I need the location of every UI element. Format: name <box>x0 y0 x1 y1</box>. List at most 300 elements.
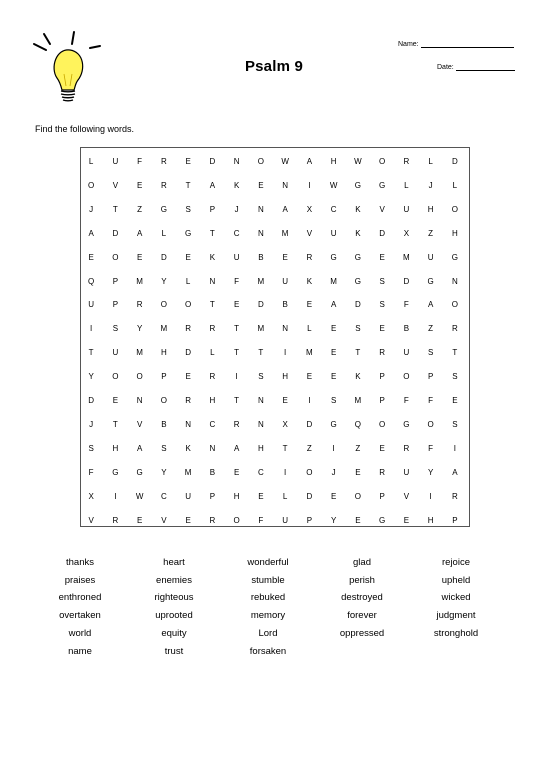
grid-cell[interactable]: N <box>209 443 216 453</box>
grid-cell[interactable]: P <box>209 491 216 501</box>
grid-cell[interactable]: K <box>185 443 191 453</box>
grid-cell[interactable]: N <box>136 396 143 405</box>
grid-cell[interactable]: T <box>209 300 215 310</box>
grid-cell[interactable]: J <box>234 204 239 214</box>
instructions: Find the following words. <box>35 124 135 134</box>
grid-cell[interactable]: T <box>112 419 118 429</box>
grid-cell[interactable]: O <box>112 252 119 262</box>
grid-cell[interactable]: E <box>258 491 264 501</box>
grid-cell[interactable]: X <box>306 204 313 214</box>
grid-cell[interactable]: I <box>332 443 335 453</box>
word-item: uprooted <box>155 610 193 622</box>
grid-cell[interactable]: C <box>209 419 216 429</box>
word-search-grid[interactable] <box>80 147 470 527</box>
grid-cell[interactable]: E <box>136 252 143 262</box>
grid-cell[interactable]: O <box>379 157 386 166</box>
grid-cell[interactable]: N <box>185 419 192 429</box>
grid-row <box>81 294 469 316</box>
grid-cell[interactable]: E <box>330 348 337 358</box>
grid-cell[interactable]: E <box>136 180 143 190</box>
grid-cell[interactable]: V <box>403 491 410 501</box>
word-item: forever <box>347 610 377 622</box>
grid-cell[interactable]: E <box>379 443 385 453</box>
grid-cell[interactable]: S <box>161 443 167 453</box>
grid-cell[interactable]: T <box>88 348 94 358</box>
grid-row <box>81 151 469 173</box>
grid-cell[interactable]: D <box>451 157 458 166</box>
word-item: wicked <box>441 592 471 604</box>
grid-cell[interactable]: U <box>88 300 95 310</box>
grid-cell[interactable]: T <box>234 348 240 358</box>
grid-cell[interactable]: G <box>403 419 410 429</box>
grid-cell[interactable]: D <box>185 348 192 358</box>
grid-cell[interactable]: V <box>161 515 167 525</box>
grid-cell[interactable]: S <box>379 276 385 286</box>
grid-cell[interactable]: J <box>89 419 94 429</box>
grid-cell[interactable]: F <box>258 515 264 525</box>
grid-cell[interactable]: R <box>233 419 240 429</box>
grid-cell[interactable]: G <box>451 252 458 262</box>
grid-cell[interactable]: P <box>379 491 385 501</box>
word-item: praises <box>64 574 96 586</box>
grid-cell[interactable]: A <box>330 300 337 310</box>
grid-cell[interactable]: T <box>234 324 240 334</box>
grid-cell[interactable]: K <box>355 228 361 238</box>
grid-cell[interactable]: E <box>452 396 458 405</box>
grid-cell[interactable]: B <box>282 300 288 310</box>
grid-cell[interactable]: O <box>160 300 167 310</box>
grid-cell[interactable]: P <box>209 204 216 214</box>
grid-cell[interactable]: V <box>306 228 313 238</box>
word-item: overtaken <box>59 610 101 622</box>
grid-cell[interactable]: E <box>306 300 313 310</box>
grid-cell[interactable]: F <box>137 157 143 166</box>
grid-cell[interactable]: L <box>210 348 215 358</box>
grid-cell[interactable]: O <box>160 396 167 405</box>
grid-cell[interactable]: A <box>136 443 143 453</box>
grid-cell[interactable]: H <box>233 491 240 501</box>
grid-cell[interactable]: D <box>379 228 386 238</box>
grid-cell[interactable]: M <box>281 228 289 238</box>
grid-cell[interactable]: U <box>403 204 410 214</box>
grid-cell[interactable]: M <box>136 348 143 358</box>
grid-cell[interactable]: R <box>451 324 458 334</box>
grid-cell[interactable]: U <box>282 515 289 525</box>
grid-cell[interactable]: S <box>427 348 434 358</box>
grid-cell[interactable]: E <box>233 300 240 310</box>
grid-cell[interactable]: L <box>404 180 409 190</box>
grid-cell[interactable]: M <box>354 396 362 405</box>
grid-cell[interactable]: E <box>330 372 337 382</box>
grid-cell[interactable]: T <box>258 348 264 358</box>
grid-cell[interactable]: L <box>185 276 191 286</box>
grid-cell[interactable]: G <box>379 515 386 525</box>
grid-cell[interactable]: A <box>88 228 94 238</box>
name-field[interactable] <box>398 40 514 48</box>
grid-cell[interactable]: F <box>428 443 434 453</box>
grid-cell[interactable]: Q <box>88 276 95 286</box>
word-item: Lord <box>258 627 278 639</box>
grid-cell[interactable]: I <box>235 372 238 382</box>
grid-cell[interactable]: H <box>451 228 458 238</box>
grid-cell[interactable]: L <box>282 491 288 501</box>
grid-cell[interactable]: E <box>258 180 264 190</box>
grid-cell[interactable]: S <box>379 300 385 310</box>
grid-cell[interactable]: I <box>308 180 311 190</box>
grid-cell[interactable]: O <box>427 419 434 429</box>
grid-cell[interactable]: F <box>234 276 240 286</box>
grid-row <box>81 366 469 388</box>
grid-cell[interactable]: X <box>88 491 94 501</box>
grid-cell[interactable]: K <box>306 276 313 286</box>
grid-cell[interactable]: U <box>112 348 119 358</box>
word-item: perish <box>349 574 375 586</box>
grid-cell[interactable]: X <box>282 419 288 429</box>
grid-cell[interactable]: S <box>112 324 119 334</box>
grid-cell[interactable]: E <box>185 157 191 166</box>
grid-cell[interactable]: S <box>452 419 458 429</box>
grid-cell[interactable]: F <box>88 467 94 477</box>
grid-cell[interactable]: T <box>112 204 118 214</box>
grid-cell[interactable]: O <box>403 372 410 382</box>
grid-cell[interactable]: A <box>452 467 458 477</box>
word-item: heart <box>163 557 185 568</box>
date-label: Date: <box>437 64 454 71</box>
grid-cell[interactable]: C <box>160 491 167 501</box>
grid-cell[interactable]: G <box>330 252 337 262</box>
grid-cell[interactable]: N <box>257 419 264 429</box>
grid-cell[interactable]: T <box>185 180 191 190</box>
grid-cell[interactable]: E <box>88 252 94 262</box>
grid-cell[interactable]: T <box>355 348 361 358</box>
grid-cell[interactable]: O <box>233 515 240 525</box>
word-item: thanks <box>66 557 94 568</box>
grid-cell[interactable]: N <box>282 180 289 190</box>
grid-cell[interactable]: Y <box>136 324 143 334</box>
grid-cell[interactable]: R <box>185 396 192 405</box>
word-item: stumble <box>251 574 285 586</box>
grid-cell[interactable]: P <box>379 372 385 382</box>
grid-row <box>81 486 469 508</box>
name-line[interactable] <box>421 40 514 48</box>
grid-row <box>81 342 469 364</box>
grid-cell[interactable]: W <box>329 180 338 190</box>
grid-cell[interactable]: J <box>428 180 433 190</box>
grid-cell[interactable]: G <box>330 419 337 429</box>
grid-cell[interactable]: G <box>354 276 361 286</box>
word-item: righteous <box>154 592 194 604</box>
grid-cell[interactable]: A <box>282 204 288 214</box>
grid-row <box>81 199 469 221</box>
grid-row <box>81 318 469 340</box>
grid-cell[interactable]: H <box>257 443 264 453</box>
grid-cell[interactable]: O <box>354 491 361 501</box>
grid-cell[interactable]: O <box>379 419 386 429</box>
grid-cell[interactable]: M <box>136 276 143 286</box>
grid-cell[interactable]: E <box>282 396 288 405</box>
grid-cell[interactable]: E <box>185 515 191 525</box>
grid-cell[interactable]: G <box>379 180 386 190</box>
grid-cell[interactable]: I <box>429 491 432 501</box>
grid-cell[interactable]: D <box>112 228 119 238</box>
name-label: Name: <box>398 41 419 48</box>
word-item: rejoice <box>442 557 470 568</box>
grid-cell[interactable]: R <box>136 300 143 310</box>
grid-cell[interactable]: T <box>282 443 288 453</box>
grid-cell[interactable]: L <box>161 228 167 238</box>
grid-cell[interactable]: U <box>403 348 410 358</box>
grid-cell[interactable]: E <box>403 515 410 525</box>
word-item: stronghold <box>433 627 479 639</box>
grid-cell[interactable]: P <box>112 300 119 310</box>
grid-cell[interactable]: X <box>403 228 410 238</box>
grid-cell[interactable]: R <box>209 515 216 525</box>
grid-cell[interactable]: Z <box>428 324 434 334</box>
grid-cell[interactable]: E <box>379 252 385 262</box>
grid-cell[interactable]: J <box>331 467 336 477</box>
grid-cell[interactable]: P <box>112 276 119 286</box>
grid-cell[interactable]: M <box>403 252 410 262</box>
grid-cell[interactable]: F <box>428 396 434 405</box>
grid-cell[interactable]: E <box>330 491 337 501</box>
grid-cell[interactable]: M <box>257 324 265 334</box>
grid-cell[interactable]: E <box>112 396 119 405</box>
grid-cell[interactable]: M <box>160 324 168 334</box>
grid-cell[interactable]: A <box>209 180 216 190</box>
grid-cell[interactable]: G <box>160 204 167 214</box>
grid-cell[interactable]: E <box>136 515 143 525</box>
grid-cell[interactable]: H <box>282 372 289 382</box>
grid-row <box>81 438 469 460</box>
grid-cell[interactable]: B <box>161 419 167 429</box>
grid-cell[interactable]: H <box>427 204 434 214</box>
grid-cell[interactable]: E <box>330 324 337 334</box>
word-item: judgment <box>436 610 476 622</box>
grid-cell[interactable]: P <box>161 372 167 382</box>
grid-cell[interactable]: I <box>284 467 287 477</box>
grid-cell[interactable]: O <box>306 467 313 477</box>
grid-cell[interactable]: A <box>233 443 240 453</box>
grid-cell[interactable]: W <box>354 157 362 166</box>
grid-cell[interactable]: U <box>112 157 119 166</box>
grid-cell[interactable]: E <box>355 467 361 477</box>
grid-cell[interactable]: V <box>88 515 94 525</box>
grid-cell[interactable]: Y <box>161 276 167 286</box>
grid-cell[interactable]: R <box>379 348 386 358</box>
grid-cell[interactable]: Y <box>88 372 94 382</box>
grid-cell[interactable]: I <box>90 324 93 334</box>
grid-cell[interactable]: U <box>427 252 434 262</box>
grid-cell[interactable]: N <box>257 204 264 214</box>
grid-cell[interactable]: E <box>306 372 313 382</box>
grid-cell[interactable]: G <box>354 180 361 190</box>
grid-cell[interactable]: O <box>88 180 95 190</box>
grid-cell[interactable]: S <box>88 443 94 453</box>
grid-cell[interactable]: N <box>209 276 216 286</box>
grid-cell[interactable]: D <box>306 419 313 429</box>
grid-cell[interactable]: A <box>427 300 434 310</box>
grid-cell[interactable]: R <box>185 324 192 334</box>
grid-cell[interactable]: M <box>257 276 265 286</box>
grid-cell[interactable]: D <box>160 252 167 262</box>
grid-cell[interactable]: V <box>112 180 119 190</box>
grid-cell[interactable]: I <box>114 491 117 501</box>
grid-cell[interactable]: K <box>355 204 361 214</box>
grid-cell[interactable]: S <box>185 204 191 214</box>
grid-cell[interactable]: W <box>135 491 144 501</box>
grid-cell[interactable]: G <box>427 276 434 286</box>
grid-cell[interactable]: C <box>330 204 337 214</box>
grid-cell[interactable]: G <box>354 252 361 262</box>
word-item: wonderful <box>247 557 289 568</box>
grid-cell[interactable]: Q <box>354 419 361 429</box>
grid-cell[interactable]: S <box>330 396 337 405</box>
grid-cell[interactable]: E <box>379 324 385 334</box>
grid-cell[interactable]: J <box>89 204 94 214</box>
date-field[interactable] <box>437 63 515 71</box>
grid-cell[interactable]: N <box>451 276 458 286</box>
grid-cell[interactable]: L <box>88 157 94 166</box>
grid-cell[interactable]: O <box>451 300 458 310</box>
grid-cell[interactable]: T <box>234 396 240 405</box>
grid-row <box>81 247 469 269</box>
grid-cell[interactable]: E <box>185 372 191 382</box>
page-title: Psalm 9 <box>244 58 304 75</box>
grid-cell[interactable]: Y <box>161 467 167 477</box>
grid-cell[interactable]: D <box>88 396 95 405</box>
grid-cell[interactable]: T <box>452 348 458 358</box>
grid-cell[interactable]: R <box>403 157 410 166</box>
grid-cell[interactable]: M <box>330 276 337 286</box>
grid-cell[interactable]: R <box>209 372 216 382</box>
grid-cell[interactable]: V <box>379 204 385 214</box>
grid-cell[interactable]: E <box>185 252 191 262</box>
word-list <box>33 554 503 660</box>
grid-cell[interactable]: D <box>354 300 361 310</box>
grid-cell[interactable]: P <box>306 515 313 525</box>
grid-cell[interactable]: L <box>452 180 458 190</box>
grid-cell[interactable]: I <box>453 443 456 453</box>
grid-cell[interactable]: G <box>185 228 192 238</box>
grid-cell[interactable]: Z <box>306 443 312 453</box>
grid-cell[interactable]: E <box>233 467 240 477</box>
grid-cell[interactable]: N <box>233 157 240 166</box>
grid-cell[interactable]: O <box>185 300 192 310</box>
grid-cell[interactable]: H <box>112 443 119 453</box>
grid-cell[interactable]: O <box>451 204 458 214</box>
word-item: oppressed <box>339 627 385 639</box>
grid-cell[interactable]: S <box>452 372 458 382</box>
grid-cell[interactable]: U <box>330 228 337 238</box>
grid-cell[interactable]: R <box>379 467 386 477</box>
grid-cell[interactable]: C <box>233 228 240 238</box>
word-item: memory <box>250 610 286 622</box>
grid-cell[interactable]: F <box>403 396 409 405</box>
grid-cell[interactable]: U <box>282 276 289 286</box>
grid-cell[interactable]: R <box>306 252 313 262</box>
grid-cell[interactable]: Z <box>137 204 143 214</box>
grid-cell[interactable]: H <box>160 348 167 358</box>
grid-cell[interactable]: A <box>136 228 143 238</box>
grid-cell[interactable]: R <box>403 443 410 453</box>
grid-cell[interactable]: B <box>403 324 410 334</box>
grid-cell[interactable]: I <box>284 348 287 358</box>
grid-cell[interactable]: D <box>306 491 313 501</box>
word-item: upheld <box>441 574 471 586</box>
grid-cell[interactable]: U <box>403 467 410 477</box>
grid-cell[interactable]: S <box>355 324 361 334</box>
grid-cell[interactable]: H <box>209 396 216 405</box>
grid-cell[interactable]: I <box>308 396 311 405</box>
grid-cell[interactable]: S <box>258 372 264 382</box>
grid-cell[interactable]: U <box>185 491 192 501</box>
word-item: equity <box>161 627 187 639</box>
grid-cell[interactable]: E <box>355 515 361 525</box>
grid-cell[interactable]: F <box>403 300 409 310</box>
grid-cell[interactable]: Z <box>355 443 361 453</box>
grid-cell[interactable]: N <box>257 396 264 405</box>
grid-cell[interactable]: L <box>307 324 312 334</box>
grid-cell[interactable]: M <box>184 467 192 477</box>
word-item: rebuked <box>250 592 286 604</box>
grid-cell[interactable]: O <box>112 372 119 382</box>
grid-cell[interactable]: N <box>257 228 264 238</box>
grid-cell[interactable]: V <box>136 419 143 429</box>
grid-cell[interactable]: L <box>428 157 433 166</box>
grid-cell[interactable]: P <box>452 515 458 525</box>
grid-cell[interactable]: N <box>282 324 289 334</box>
grid-cell[interactable]: B <box>209 467 216 477</box>
grid-cell[interactable]: D <box>209 157 216 166</box>
grid-row <box>81 175 469 197</box>
grid-cell[interactable]: P <box>379 396 385 405</box>
grid-cell[interactable]: Y <box>427 467 434 477</box>
grid-cell[interactable]: U <box>233 252 240 262</box>
grid-cell[interactable]: R <box>451 491 458 501</box>
grid-cell[interactable]: K <box>209 252 216 262</box>
grid-cell[interactable]: O <box>257 157 264 166</box>
grid-cell[interactable]: C <box>257 467 264 477</box>
date-line[interactable] <box>456 63 515 71</box>
grid-cell[interactable]: G <box>112 467 119 477</box>
grid-cell[interactable]: R <box>112 515 119 525</box>
grid-cell[interactable]: A <box>306 157 313 166</box>
word-item: world <box>68 627 92 639</box>
grid-cell[interactable]: E <box>282 252 288 262</box>
grid-cell[interactable]: W <box>281 157 289 166</box>
grid-cell[interactable]: T <box>209 228 215 238</box>
grid-cell[interactable]: H <box>427 515 434 525</box>
grid-cell[interactable]: Z <box>428 228 434 238</box>
grid-cell[interactable]: O <box>136 372 143 382</box>
grid-cell[interactable]: Y <box>330 515 337 525</box>
grid-cell[interactable]: B <box>258 252 264 262</box>
grid-cell[interactable]: H <box>330 157 337 166</box>
grid-cell[interactable]: R <box>160 157 167 166</box>
word-item: enemies <box>156 574 192 586</box>
grid-cell[interactable]: K <box>233 180 240 190</box>
grid-cell[interactable]: P <box>427 372 434 382</box>
grid-cell[interactable]: D <box>403 276 410 286</box>
grid-cell[interactable]: G <box>136 467 143 477</box>
grid-cell[interactable]: R <box>160 180 167 190</box>
grid-cell[interactable]: M <box>306 348 313 358</box>
grid-row <box>81 462 469 484</box>
grid-cell[interactable]: K <box>355 372 361 382</box>
grid-cell[interactable]: D <box>257 300 264 310</box>
grid-cell[interactable]: R <box>209 324 216 334</box>
word-item: trust <box>164 645 184 657</box>
